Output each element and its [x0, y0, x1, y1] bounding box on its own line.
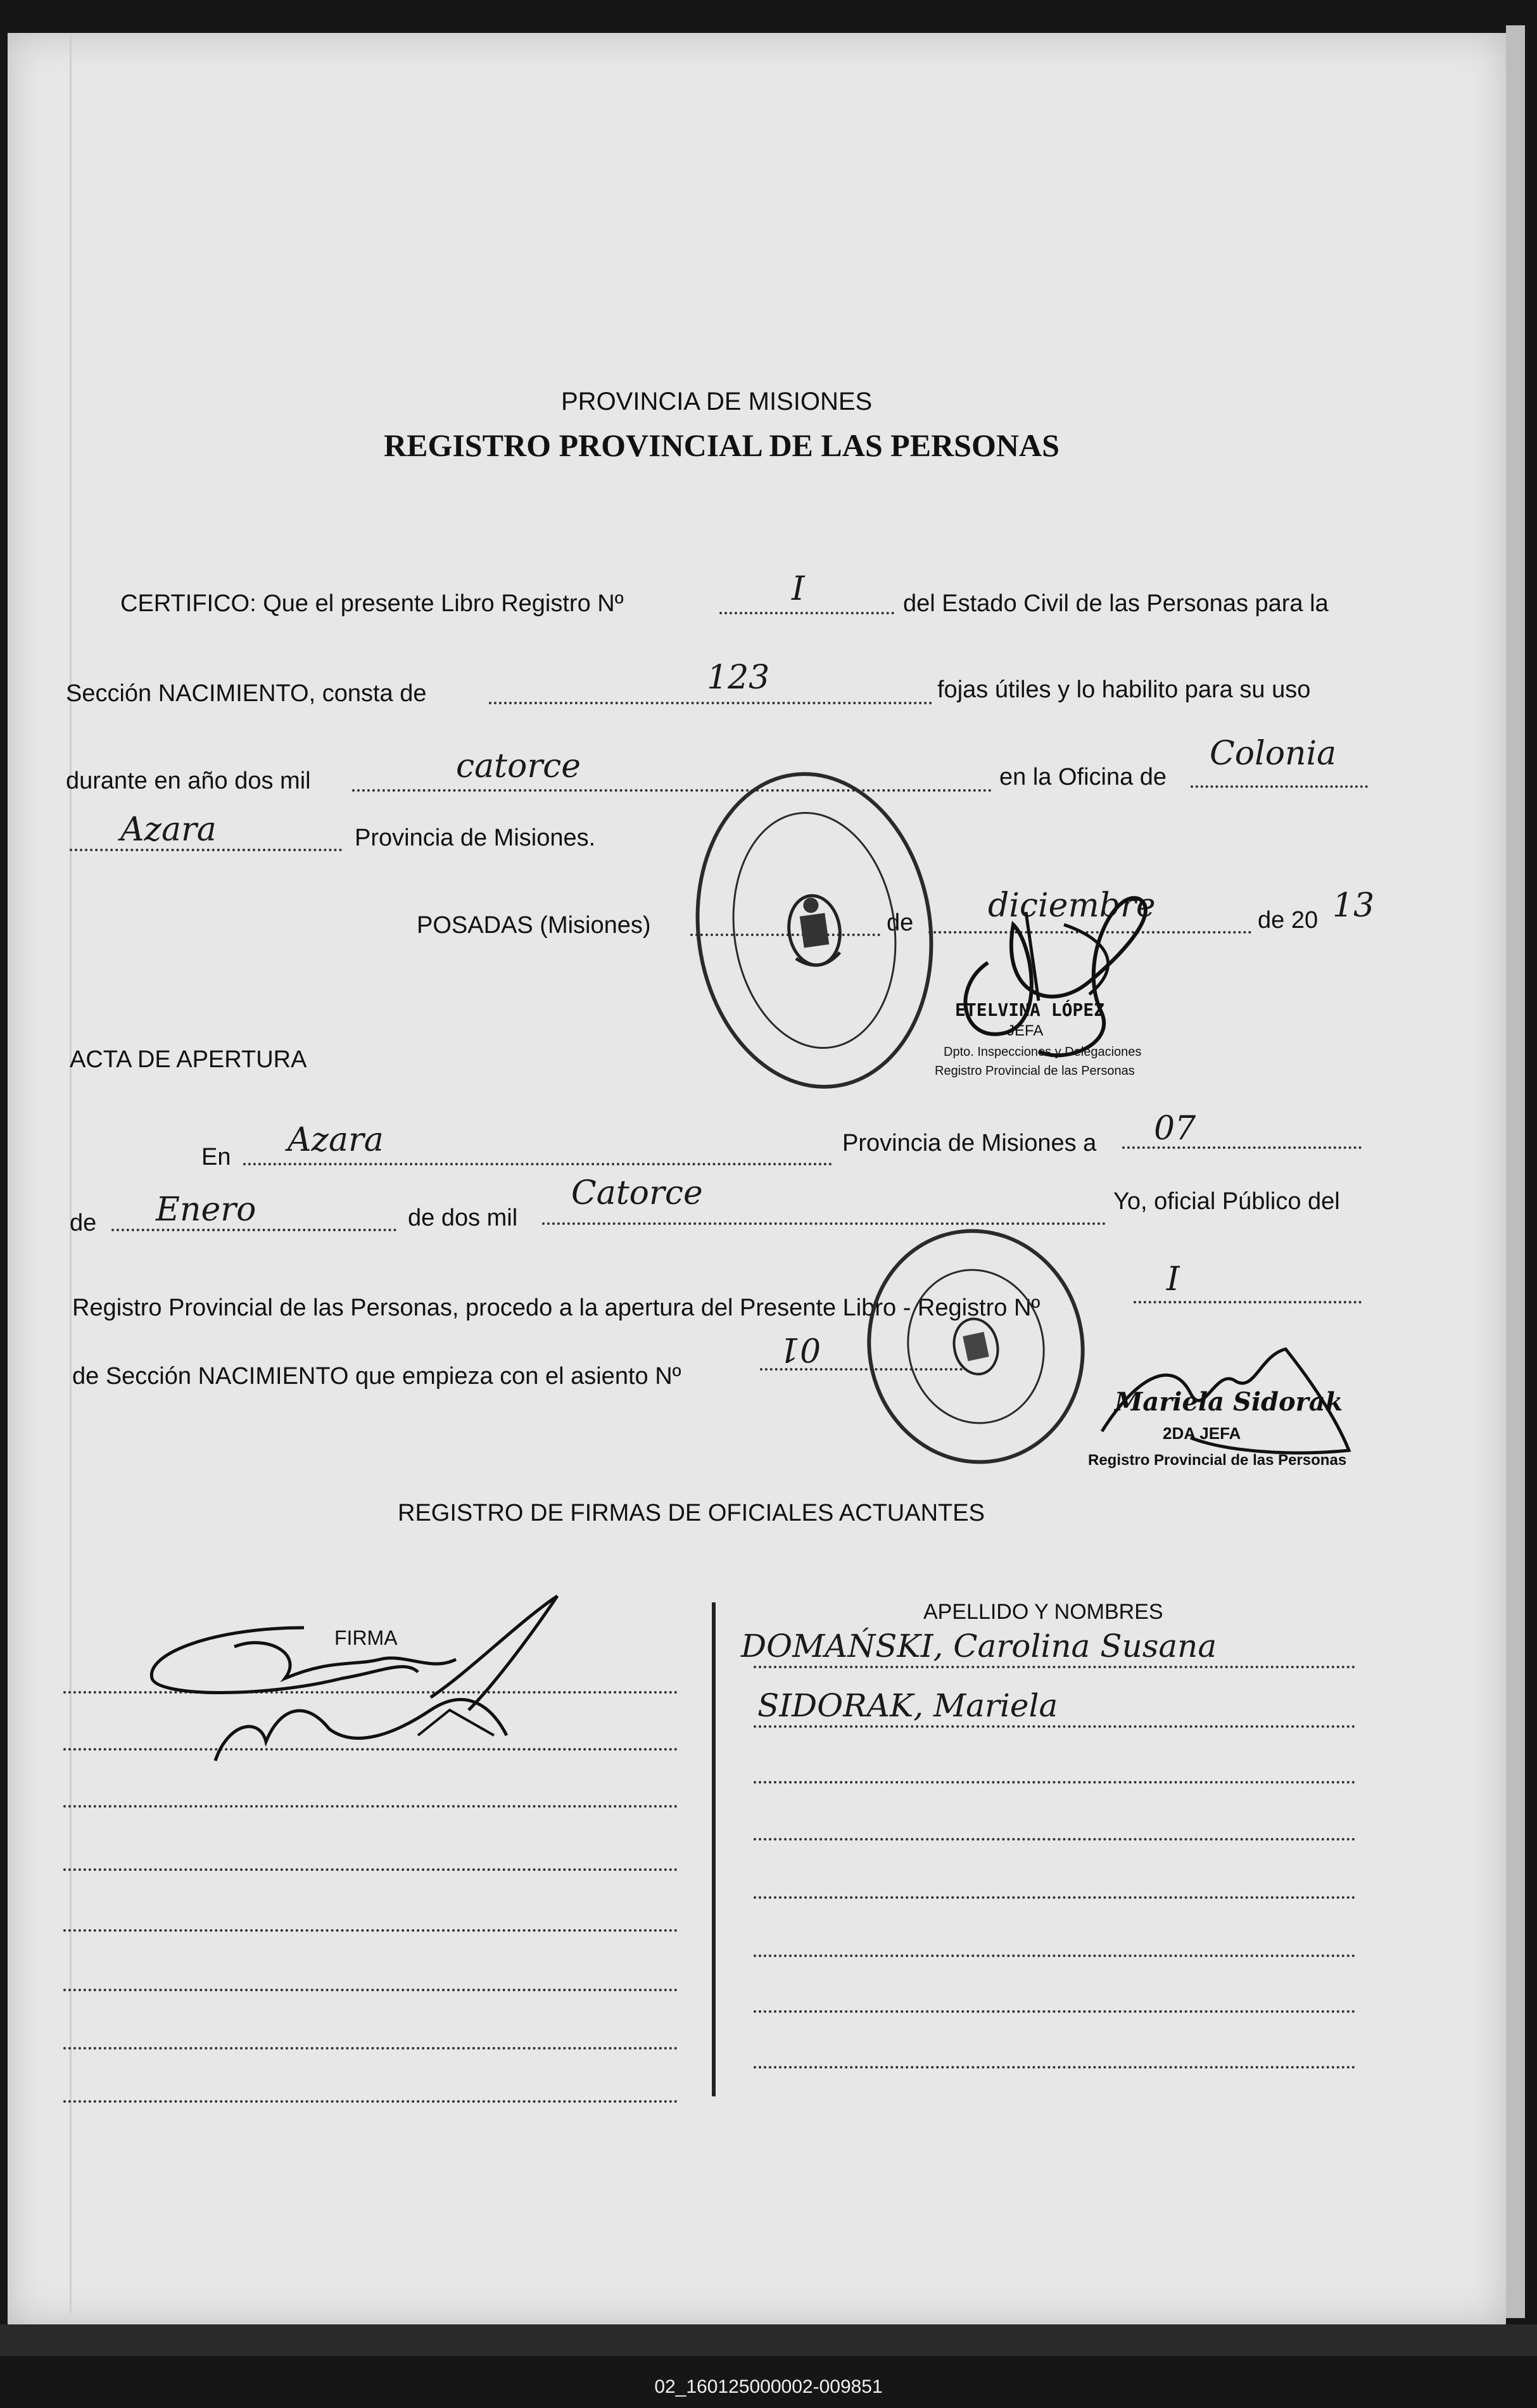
stamp2-signer: Mariela Sidorak: [1115, 1387, 1343, 1417]
firma-signatures: [139, 1583, 583, 1773]
acta-libro-dots: [1134, 1301, 1362, 1303]
nombre-line-5: [754, 1896, 1355, 1899]
cert-anio-dots: [352, 789, 992, 792]
cert-posadas: POSADAS (Misiones): [417, 912, 651, 939]
nombre-line-4: [754, 1838, 1355, 1841]
acta-asiento: 01: [779, 1330, 821, 1368]
registry-title: REGISTRO PROVINCIAL DE LAS PERSONAS: [384, 428, 1059, 463]
cert-anio-corto: 13: [1332, 887, 1375, 925]
cert-line1-a: CERTIFICO: Que el presente Libro Registro Nº: [120, 590, 624, 617]
cert-line2-a: Sección NACIMIENTO, consta de: [66, 680, 427, 707]
cert-de-20: de 20: [1258, 907, 1319, 934]
firma-line-4: [63, 1868, 678, 1871]
nombre-line-6: [754, 1955, 1355, 1957]
scan-image-id: 02_160125000002-009851: [654, 2376, 883, 2397]
cert-oficina-dots: [1191, 785, 1368, 788]
acta-title: ACTA DE APERTURA: [70, 1046, 307, 1073]
firma-line-8: [63, 2100, 678, 2103]
acta-dia: 07: [1154, 1110, 1196, 1148]
cert-line3-b: en la Oficina de: [999, 764, 1167, 790]
acta-localidad-dots: [243, 1163, 832, 1165]
col-nombres-label: APELLIDO Y NOMBRES: [923, 1600, 1163, 1624]
stamp1-org: Registro Provincial de las Personas: [935, 1064, 1135, 1078]
nombre-line-2: [754, 1725, 1355, 1728]
acta-line4: de Sección NACIMIENTO que empieza con el asiento Nº: [72, 1363, 681, 1390]
cert-line4: Provincia de Misiones.: [355, 825, 596, 851]
page-edge: [1506, 25, 1525, 2318]
inner-page: [70, 33, 1508, 2313]
stamp2-org: Registro Provincial de las Personas: [1088, 1452, 1347, 1469]
acta-localidad: Azara: [288, 1121, 384, 1159]
acta-mes: Enero: [156, 1191, 256, 1229]
coat-of-arms-icon: [774, 882, 855, 979]
acta-provincia-a: Provincia de Misiones a: [842, 1130, 1097, 1156]
acta-line3: Registro Provincial de las Personas, procedo a la apertura del Presente Libro - Registro Nº: [72, 1295, 1040, 1321]
acta-yo-oficial: Yo, oficial Público del: [1113, 1188, 1340, 1215]
cert-oficina2-dots: [70, 849, 342, 851]
firma-line-7: [63, 2047, 678, 2050]
firmas-title: REGISTRO DE FIRMAS DE OFICIALES ACTUANTES: [398, 1500, 985, 1526]
firma-line-5: [63, 1929, 678, 1932]
nombre-2: SIDORAK, Mariela: [757, 1687, 1058, 1724]
nombre-line-8: [754, 2066, 1355, 2069]
cert-line2-b: fojas útiles y lo habilito para su uso: [937, 676, 1311, 703]
cert-oficina: Colonia: [1210, 735, 1337, 773]
acta-mes-dots: [111, 1229, 396, 1231]
nombre-line-1: [754, 1666, 1355, 1668]
acta-libro-numero: I: [1167, 1260, 1180, 1298]
firma-line-3: [63, 1805, 678, 1808]
province-title: PROVINCIA DE MISIONES: [561, 388, 873, 415]
cert-libro-dots: [719, 612, 894, 614]
cert-libro-numero: I: [792, 570, 805, 608]
nombre-line-3: [754, 1781, 1355, 1784]
coat-of-arms-icon: [941, 1307, 1011, 1386]
stamp1-role: JEFA: [1007, 1022, 1044, 1039]
cert-fojas-dots: [489, 702, 932, 704]
cert-oficina-2: Azara: [120, 811, 217, 849]
acta-anio-dots-line: [542, 1222, 1106, 1225]
cert-line1-b: del Estado Civil de las Personas para la: [903, 590, 1329, 617]
cert-fojas: 123: [707, 659, 770, 697]
cert-line3-a: durante en año dos mil: [66, 768, 311, 794]
acta-de: de: [70, 1210, 97, 1236]
nombre-1: DOMAŃSKI, Carolina Susana: [741, 1628, 1217, 1664]
firmas-column-divider: [712, 1602, 716, 2096]
cert-mes: diciembre: [988, 887, 1156, 925]
stamp-delegacion-inner: [893, 1256, 1059, 1437]
col-firma-label: FIRMA: [334, 1626, 398, 1649]
cert-de: de: [887, 909, 914, 936]
stamp-ministerio-inner: [718, 801, 914, 1060]
acta-de-dos-mil: de dos mil: [408, 1205, 518, 1231]
nombre-line-7: [754, 2010, 1355, 2013]
scan-bottom-strip: [0, 2324, 1537, 2356]
cert-anio: catorce: [456, 747, 581, 785]
acta-anio: Catorce: [571, 1174, 703, 1212]
stamp1-dept: Dpto. Inspecciones y Delegaciones: [944, 1045, 1142, 1059]
stamp2-role: 2DA JEFA: [1163, 1424, 1241, 1443]
stamp1-signer: ETELVINA LÓPEZ: [955, 999, 1105, 1020]
firma-line-6: [63, 1989, 678, 1991]
acta-en: En: [201, 1144, 231, 1170]
